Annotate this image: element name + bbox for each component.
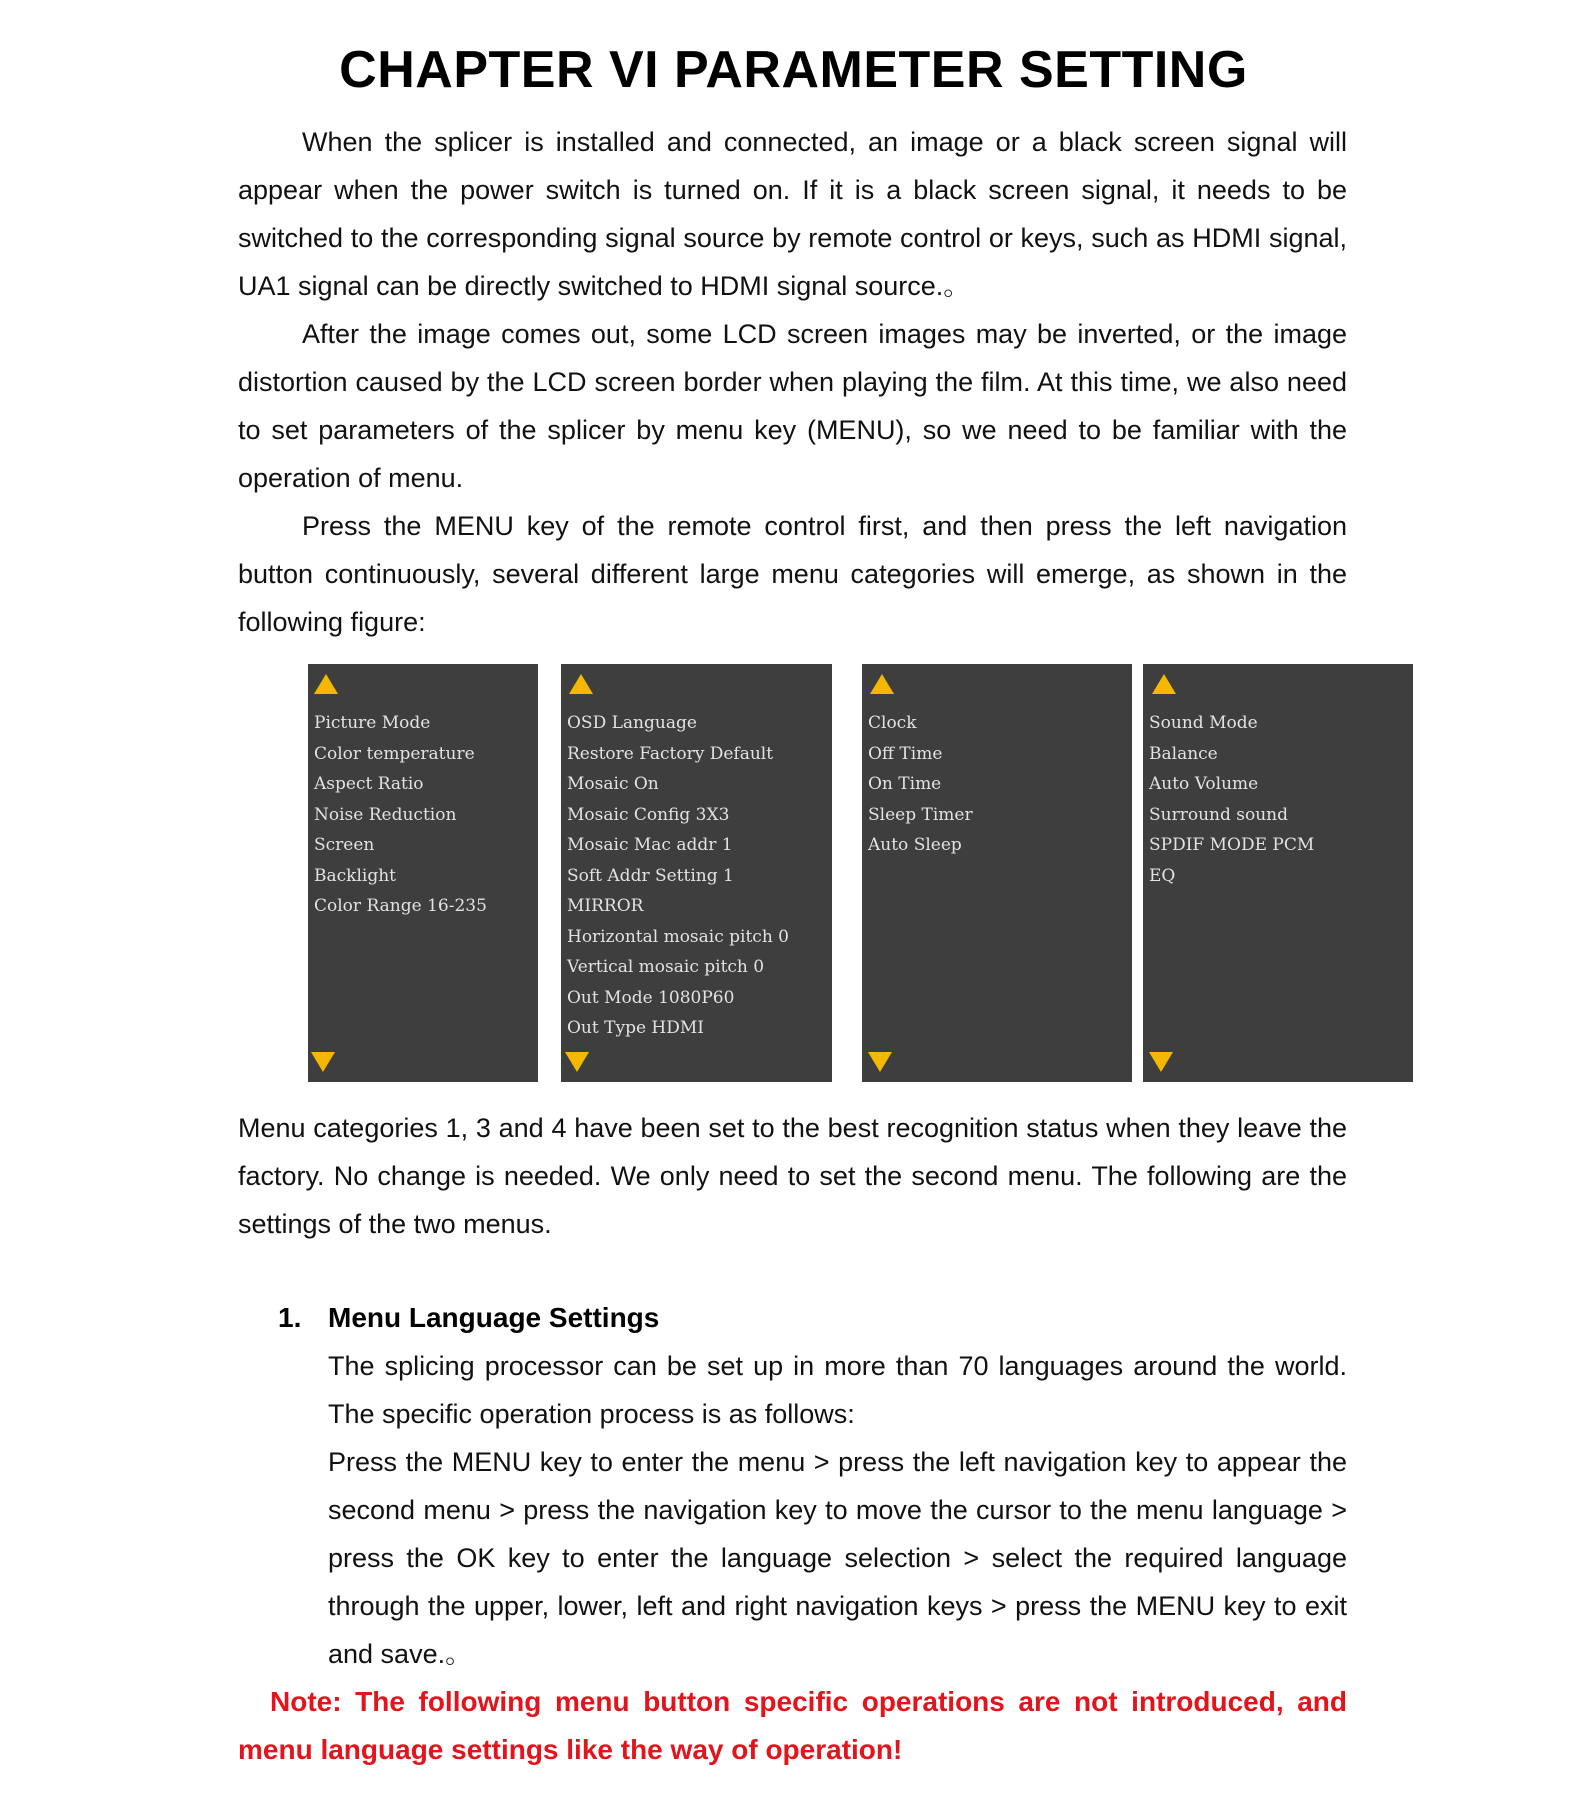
menu-item: Screen — [314, 835, 375, 855]
intro-paragraph-2: After the image comes out, some LCD screen images may be inverted, or the image distortion caused by the LCD screen border when playing the film. At this time, we also need to set parameters of the splicer by menu key (MENU), so we need to be familiar with the operation of menu. — [238, 319, 1347, 493]
menu-item: Mosaic On — [567, 774, 659, 794]
menu-item: Color Range 16-235 — [314, 896, 487, 916]
menu-item: Color temperature — [314, 743, 475, 764]
menu-item: Auto Volume — [1149, 774, 1259, 794]
menu-item: Clock — [868, 713, 917, 733]
menu-item: OSD Language — [567, 713, 697, 733]
menu-item: On Time — [868, 774, 942, 794]
menu-categories-figure — [0, 664, 1587, 1084]
menu-item: Auto Sleep — [868, 835, 962, 855]
menu-item: Soft Addr Setting 1 — [567, 865, 734, 886]
scroll-down-arrow-icon — [868, 1052, 892, 1072]
menu-item: Picture Mode — [314, 713, 431, 733]
menu-item: Out Type HDMI — [567, 1018, 704, 1038]
menu-categories-paragraph: Menu categories 1, 3 and 4 have been set to the best recognition status when they leave the factory. No change is needed. We only need to set the second menu. The following are the settings of the two menus. — [238, 1113, 1347, 1239]
scroll-up-arrow-icon — [569, 674, 593, 694]
page-title: CHAPTER VI PARAMETER SETTING — [339, 41, 1248, 99]
section-number: 1. — [278, 1302, 302, 1333]
menu-item: Mosaic Mac addr 1 — [567, 835, 733, 855]
menu-panel-4 — [1143, 664, 1413, 1082]
section-paragraph-2: Press the MENU key to enter the menu > press the left navigation key to appear the second menu > press the navigation key to move the cursor to the menu language > press the OK key to enter the language selection > select the required language through the upper, lower, left and right navigation keys > press the MENU key to exit and save.。 — [328, 1447, 1347, 1669]
menu-item: Balance — [1149, 743, 1218, 764]
scroll-down-arrow-icon — [565, 1052, 589, 1072]
section-title: Menu Language Settings — [328, 1302, 660, 1333]
menu-item: Vertical mosaic pitch 0 — [567, 957, 765, 977]
menu-item: Out Mode 1080P60 — [567, 987, 735, 1008]
menu-item: Mosaic Config 3X3 — [567, 804, 730, 825]
menu-item: Horizontal mosaic pitch 0 — [567, 926, 789, 947]
scroll-down-arrow-icon — [1149, 1052, 1173, 1072]
scroll-up-arrow-icon — [870, 674, 894, 694]
menu-item: Restore Factory Default — [567, 743, 774, 764]
menu-panel-1 — [308, 664, 538, 1082]
scroll-down-arrow-icon — [311, 1052, 335, 1072]
section-heading — [278, 1294, 659, 1342]
menu-item: Aspect Ratio — [314, 774, 424, 794]
menu-item: MIRROR — [567, 896, 644, 916]
scroll-up-arrow-icon — [1152, 674, 1176, 694]
menu-item: Noise Reduction — [314, 804, 457, 825]
section-paragraph-1: The splicing processor can be set up in more than 70 languages around the world. The specific operation process is as follows: — [328, 1351, 1347, 1429]
menu-item: Sleep Timer — [868, 804, 973, 825]
intro-paragraph-3: Press the MENU key of the remote control first, and then press the left navigation button continuously, several different large menu categories will emerge, as shown in the following figure: — [238, 511, 1347, 637]
menu-item: Backlight — [314, 865, 396, 886]
menu-item: Sound Mode — [1149, 713, 1258, 733]
scroll-up-arrow-icon — [314, 674, 338, 694]
intro-paragraph-1: When the splicer is installed and connected, an image or a black screen signal will appear when the power switch is turned on. If it is a black screen signal, it needs to be switched to the corresponding signal source by remote control or keys, such as HDMI signal, UA1 signal can be directly switched to HDMI signal source.。 — [238, 127, 1347, 301]
menu-item: Off Time — [868, 743, 943, 764]
menu-item: Surround sound — [1149, 804, 1289, 825]
menu-item: EQ — [1149, 865, 1176, 886]
note-warning: Note: The following menu button specific operations are not introduced, and menu language settings like the way of operation! — [238, 1686, 1347, 1765]
menu-item: SPDIF MODE PCM — [1149, 835, 1315, 855]
menu-panel-3 — [862, 664, 1132, 1082]
menu-panel-2 — [561, 664, 832, 1082]
